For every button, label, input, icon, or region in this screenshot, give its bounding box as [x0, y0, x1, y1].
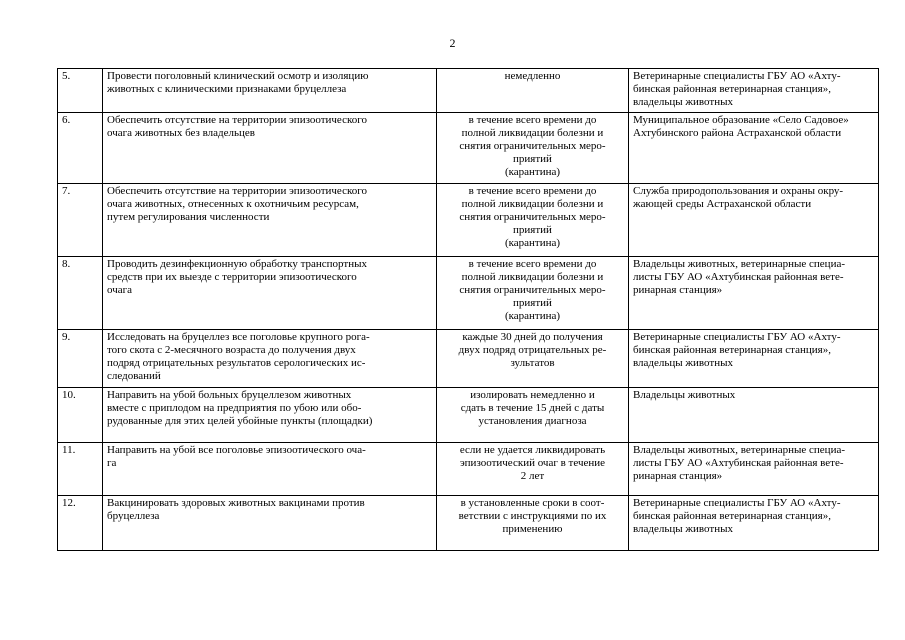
- row-number: 5.: [58, 69, 103, 113]
- measure-text: Провести поголовный клинический осмотр и изоляцию животных с клиническими признаками бруцеллеза: [107, 70, 369, 95]
- term-cell: [437, 257, 629, 330]
- responsible-text: Ветеринарные специалисты ГБУ АО «Ахту- бинская районная ветеринарная станция», владельцы животных: [633, 70, 841, 108]
- responsible-text: Владельцы животных, ветеринарные специа- листы ГБУ АО «Ахтубинская районная вете- ринарная станция»: [633, 258, 846, 296]
- table-row: [58, 496, 879, 551]
- responsible-text: Ветеринарные специалисты ГБУ АО «Ахту- бинская районная ветеринарная станция», владельцы животных: [633, 331, 841, 369]
- table-row: [58, 443, 879, 496]
- measure-cell: [103, 69, 437, 113]
- responsible-cell: [629, 257, 879, 330]
- measure-text: Проводить дезинфекционную обработку транспортных средств при их выезде с территории эпизоотического очага: [107, 258, 367, 296]
- term-cell: [437, 184, 629, 257]
- term-text: изолировать немедленно и сдать в течение 15 дней с даты установления диагноза: [460, 389, 605, 427]
- measure-cell: [103, 113, 437, 184]
- row-number: 12.: [58, 496, 103, 551]
- responsible-text: Владельцы животных: [633, 389, 736, 401]
- term-cell: [437, 443, 629, 496]
- measure-text: Вакцинировать здоровых животных вакцинами против бруцеллеза: [107, 497, 365, 522]
- table-row: [58, 69, 879, 113]
- measure-text: Направить на убой все поголовье эпизоотического оча- га: [107, 444, 366, 469]
- measure-text: Направить на убой больных бруцеллезом животных вместе с приплодом на предприятия по убою или обо- рудованные для этих целей убойные пункты (площадки): [107, 389, 373, 427]
- measure-cell: [103, 443, 437, 496]
- responsible-text: Служба природопользования и охраны окру- жающей среды Астраханской области: [633, 185, 844, 210]
- responsible-cell: [629, 184, 879, 257]
- term-text: в течение всего времени до полной ликвидации болезни и снятия ограничительных меро- приятий (карантина): [459, 114, 606, 178]
- responsible-cell: [629, 388, 879, 443]
- responsible-text: Владельцы животных, ветеринарные специа- листы ГБУ АО «Ахтубинская районная вете- ринарная станция»: [633, 444, 846, 482]
- row-number: 11.: [58, 443, 103, 496]
- term-cell: [437, 330, 629, 388]
- measure-cell: [103, 184, 437, 257]
- table-row: [58, 113, 879, 184]
- measures-table: [57, 68, 879, 551]
- responsible-text: Ветеринарные специалисты ГБУ АО «Ахту- бинская районная ветеринарная станция», владельцы животных: [633, 497, 841, 535]
- term-cell: [437, 496, 629, 551]
- measure-text: Исследовать на бруцеллез все поголовье крупного рога- того скота с 2-месячного возраста до получения двух подряд отрицательных результатов серологических ис- следований: [107, 331, 370, 382]
- row-number: 9.: [58, 330, 103, 388]
- measure-text: Обеспечить отсутствие на территории эпизоотического очага животных без владельцев: [107, 114, 367, 139]
- row-number: 7.: [58, 184, 103, 257]
- term-text: если не удается ликвидировать эпизоотический очаг в течение 2 лет: [459, 444, 606, 482]
- responsible-text: Муниципальное образование «Село Садовое» Ахтубинского района Астраханской области: [633, 114, 849, 139]
- measure-cell: [103, 330, 437, 388]
- responsible-cell: [629, 330, 879, 388]
- table-row: [58, 184, 879, 257]
- responsible-cell: [629, 113, 879, 184]
- term-cell: [437, 388, 629, 443]
- measure-cell: [103, 257, 437, 330]
- term-text: немедленно: [504, 70, 561, 82]
- row-number: 6.: [58, 113, 103, 184]
- term-cell: [437, 113, 629, 184]
- measure-text: Обеспечить отсутствие на территории эпизоотического очага животных, отнесенных к охотничьим ресурсам, путем регулирования численности: [107, 185, 367, 223]
- term-text: в течение всего времени до полной ликвидации болезни и снятия ограничительных меро- приятий (карантина): [459, 258, 606, 322]
- measure-cell: [103, 388, 437, 443]
- term-text: в течение всего времени до полной ликвидации болезни и снятия ограничительных меро- приятий (карантина): [459, 185, 606, 249]
- responsible-cell: [629, 443, 879, 496]
- table-row: [58, 388, 879, 443]
- table-row: [58, 330, 879, 388]
- table-row: [58, 257, 879, 330]
- responsible-cell: [629, 69, 879, 113]
- term-text: каждые 30 дней до получения двух подряд отрицательных ре- зультатов: [458, 331, 607, 369]
- page-number: 2: [449, 36, 456, 50]
- responsible-cell: [629, 496, 879, 551]
- term-text: в установленные сроки в соот- ветствии с инструкциями по их применению: [458, 497, 607, 535]
- term-cell: [437, 69, 629, 113]
- measure-cell: [103, 496, 437, 551]
- row-number: 10.: [58, 388, 103, 443]
- row-number: 8.: [58, 257, 103, 330]
- measures-table-body: [58, 69, 879, 551]
